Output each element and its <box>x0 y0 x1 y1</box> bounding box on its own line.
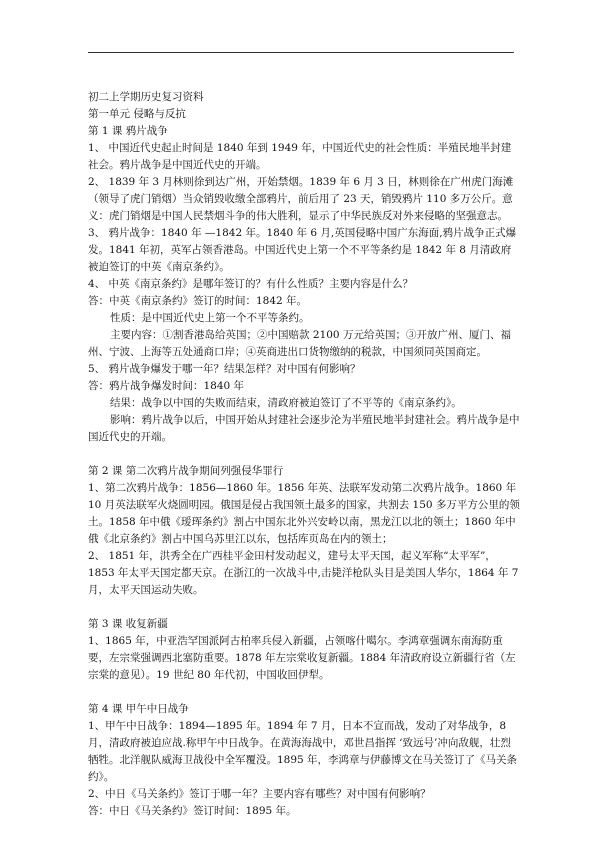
lesson-1-title: 第 1 课 鸦片战争 <box>88 125 168 137</box>
lesson-1-answer-4-content: 主要内容：①割香港岛给英国；②中国赔款 2100 万元给英国；③开放广州、厦门、福州、宁波、上海等五处通商口岸；④英商进出口货物缴纳的税款，中国须同英国商定。 <box>88 329 511 358</box>
lesson-1-point-3: 3、 鸦片战争：1840 年 —1842 年。1840 年 6 月,英国侵略中国广东海面,鸦片战争正式爆发。1841 年初，英军占领香港岛。中国近代史上第一个不平等条约是 1842 年 8 月清政府被迫签订的中英《南京条约》。 <box>88 227 517 273</box>
lesson-3-point-1: 1、1865 年，中亚浩罕国派阿古柏率兵侵入新疆，占领喀什噶尔。李鸿章强调东南海防重要，左宗棠强调西北塞防重要。1878 年左宗棠收复新疆。1884 年清政府设立新疆行省（左宗棠的意见）。19 世纪 80 年代初，中国收回伊犁。 <box>88 635 516 681</box>
header-rule <box>88 52 514 53</box>
lesson-2-point-1: 1、第二次鸦片战争：1856—1860 年。1856 年英、法联军发动第二次鸦片战争。1860 年 10 月英法联军火烧圆明园。俄国是侵占我国领土最多的国家，共割去 150 多万平方公里的领土。1858 年中俄《瑷珲条约》割占中国东北外兴安岭以南，黑龙江以北的领土；1860 年中俄《北京条约》割占中国乌苏里江以东，包括库页岛在内的领土； <box>88 482 520 545</box>
lesson-4-title: 第 4 课 甲午中日战争 <box>88 703 189 715</box>
lesson-4-question-2: 2、中日《马关条约》签订于哪一年？主要内容有哪些？对中国有何影响？ <box>88 788 431 800</box>
lesson-4-answer-2: 答：中日《马关条约》签订时间：1895 年。 <box>88 805 297 817</box>
lesson-1-answer-4-nature: 性质：是中国近代史上第一个不平等条约。 <box>110 312 310 324</box>
document-body <box>88 89 520 820</box>
section-gap <box>88 684 520 701</box>
lesson-1-answer-5-result: 结果：战争以中国的失败而结束，清政府被迫签订了不平等的《南京条约》。 <box>110 397 462 409</box>
unit-heading: 第一单元 侵略与反抗 <box>88 108 186 120</box>
section-gap <box>88 599 520 616</box>
section-gap <box>88 446 520 463</box>
lesson-2-title: 第 2 课 第二次鸦片战争期间列强侵华罪行 <box>88 465 284 477</box>
lesson-1-question-4: 4、 中英《南京条约》是哪年签订的？有什么性质？主要内容是什么？ <box>88 278 414 290</box>
lesson-3-title: 第 3 课 收复新疆 <box>88 618 168 630</box>
lesson-1-point-2: 2、 1839 年 3 月林则徐到达广州，开始禁烟。1839 年 6 月 3 日，林则徐在广州虎门海滩（领导了虎门销烟）当众销毁收缴全部鸦片，前后用了 23 天，销毁鸦片 110 多万公斤。意义：虎门销烟是中国人民禁烟斗争的伟大胜利，显示了中华民族反对外来侵略的坚强意志。 <box>88 176 514 222</box>
lesson-2-point-2: 2、 1851 年，洪秀全在广西桂平金田村发动起义，建号太平天国，起义军称“太平军”，1853 年太平天国定都天京。在浙江的一次战斗中,击毙洋枪队头目是美国人华尔，1864 年 7 月，太平天国运动失败。 <box>88 550 519 596</box>
lesson-1-answer-5-impact: 影响：鸦片战争以后，中国开始从封建社会逐步沦为半殖民地半封建社会。鸦片战争是中国近代史的开端。 <box>88 414 520 443</box>
lesson-1-answer-4: 答：中英《南京条约》签订的时间：1842 年。 <box>88 295 308 307</box>
lesson-4-point-1: 1、甲午中日战争：1894—1895 年。1894 年 7 月，日本不宣而战，发动了对华战争，8 月，清政府被迫应战.称甲午中日战争。在黄海海战中，邓世昌指挥 ‘致远号’冲向敌舰，壮烈牺牲。北洋舰队威海卫战役中全军覆没。1895 年，李鸿章与伊藤博文在马关签订了《马关条约》。 <box>88 720 518 783</box>
doc-title: 初二上学期历史复习资料 <box>88 91 204 103</box>
lesson-1-answer-5: 答：鸦片战争爆发时间：1840 年 <box>88 380 245 392</box>
lesson-1-point-1: 1、 中国近代史起止时间是 1840 年到 1949 年，中国近代史的社会性质：半殖民地半封建社会。鸦片战争是中国近代史的开端。 <box>88 142 512 171</box>
lesson-1-question-5: 5、 鸦片战争爆发于哪一年？结果怎样？对中国有何影响？ <box>88 363 361 375</box>
